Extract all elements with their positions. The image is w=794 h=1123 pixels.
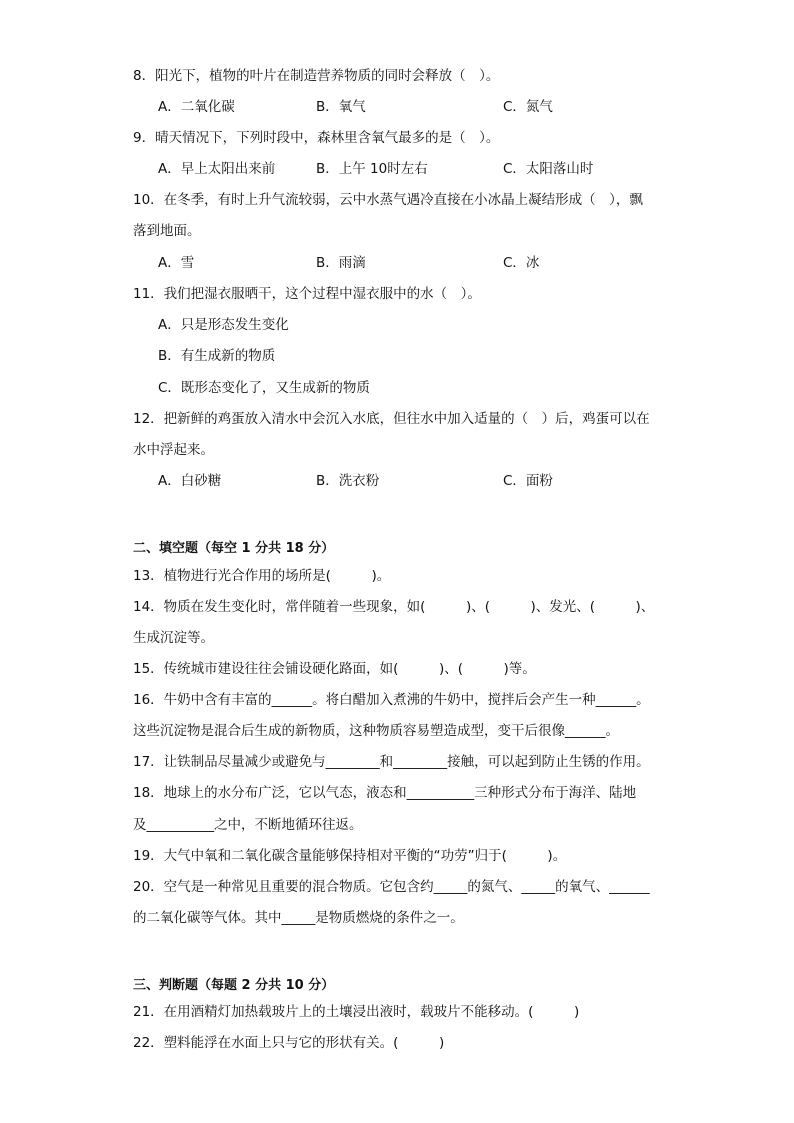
question-10-line-1: 10．在冬季，有时上升气流较弱，云中水蒸气遇冷直接在小冰晶上凝结形成（ ），飘 (133, 192, 643, 208)
question-16-line-1: 16．牛奶中含有丰富的______。将白醋加入煮沸的牛奶中，搅拌后会产生一种______。 (133, 692, 650, 708)
question-18-line-2: 及__________之中，不断地循环往返。 (133, 817, 363, 833)
q10-option-c: C．冰 (503, 255, 540, 271)
q8-option-c: C．氮气 (503, 99, 553, 115)
question-14-line-1: 14．物质在发生变化时，常伴随着一些现象，如( )、( )、发光、( )、 (133, 599, 655, 615)
question-12-line-1: 12．把新鲜的鸡蛋放入清水中会沉入水底，但往水中加入适量的（ ）后，鸡蛋可以在 (133, 411, 650, 427)
q8-option-a: A．二氧化碳 (158, 99, 235, 115)
question-10-line-2: 落到地面。 (133, 223, 201, 239)
section-3-title: 三、判断题（每题 2 分共 10 分） (133, 978, 335, 993)
q11-option-b: B．有生成新的物质 (158, 348, 276, 364)
question-19: 19．大气中氧和二氧化碳含量能够保持相对平衡的“功劳”归于( )。 (133, 848, 567, 864)
question-8: 8．阳光下，植物的叶片在制造营养物质的同时会释放（ ）。 (133, 68, 500, 84)
question-11: 11．我们把湿衣服晒干，这个过程中湿衣服中的水（ ）。 (133, 286, 481, 302)
question-17: 17．让铁制品尽量减少或避免与________和________接触，可以起到防止生锈的作用。 (133, 754, 650, 770)
question-20-line-2: 的二氧化碳等气体。其中_____是物质燃烧的条件之一。 (133, 910, 464, 926)
question-22: 22．塑料能浮在水面上只与它的形状有关。( ) (133, 1035, 445, 1051)
question-9: 9．晴天情况下，下列时段中，森林里含氧气最多的是（ ）。 (133, 130, 500, 146)
question-16-line-2: 这些沉淀物是混合后生成的新物质，这种物质容易塑造成型，变干后很像______。 (133, 723, 619, 739)
q12-option-b: B．洗衣粉 (316, 473, 380, 489)
question-14-line-2: 生成沉淀等。 (133, 630, 214, 646)
question-21: 21．在用酒精灯加热载玻片上的土壤浸出液时，载玻片不能移动。( ) (133, 1004, 580, 1020)
q9-option-c: C．太阳落山时 (503, 161, 594, 177)
section-2-title: 二、填空题（每空 1 分共 18 分） (133, 541, 335, 556)
q9-option-b: B．上午 10时左右 (316, 161, 428, 177)
q11-option-a: A．只是形态发生变化 (158, 317, 289, 333)
question-13: 13．植物进行光合作用的场所是( )。 (133, 568, 391, 584)
q8-option-b: B．氧气 (316, 99, 366, 115)
question-18-line-1: 18．地球上的水分布广泛，它以气态，液态和__________三种形式分布于海洋、陆地 (133, 785, 637, 801)
question-15: 15．传统城市建设往往会铺设硬化路面，如( )、( )等。 (133, 661, 536, 677)
q12-option-c: C．面粉 (503, 473, 553, 489)
q10-option-a: A．雪 (158, 255, 195, 271)
q12-option-a: A．白砂糖 (158, 473, 222, 489)
q11-option-c: C．既形态变化了，又生成新的物质 (158, 380, 370, 396)
question-20-line-1: 20．空气是一种常见且重要的混合物质。它包含约_____的氮气、_____的氧气、______ (133, 879, 650, 895)
q9-option-a: A．早上太阳出来前 (158, 161, 276, 177)
q10-option-b: B．雨滴 (316, 255, 366, 271)
question-12-line-2: 水中浮起来。 (133, 442, 214, 458)
